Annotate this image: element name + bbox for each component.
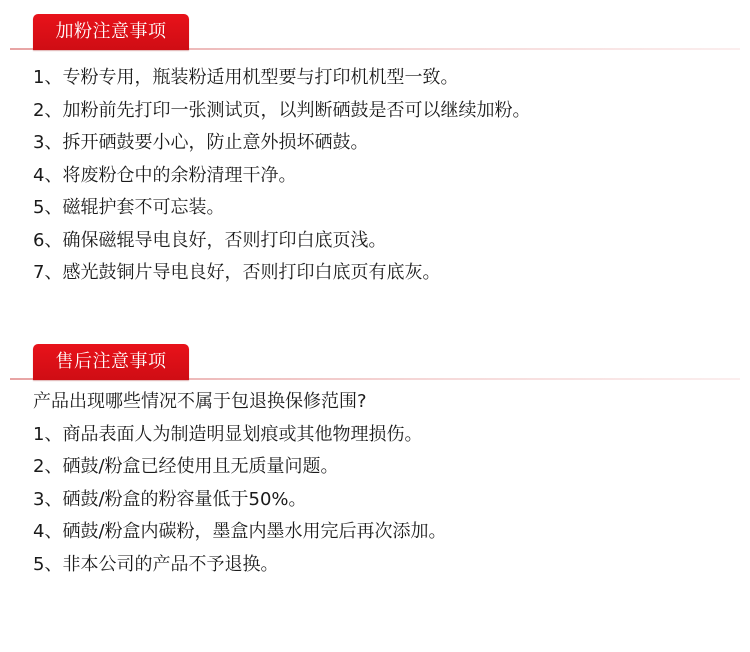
section-title-tab: 加粉注意事项 [33, 14, 189, 50]
list-item: 1、专粉专用，瓶装粉适用机型要与打印机机型一致。 [33, 67, 459, 88]
list-item: 7、感光鼓铜片导电良好，否则打印白底页有底灰。 [33, 262, 441, 283]
toner-notes-list [0, 62, 750, 290]
list-item: 4、硒鼓/粉盒内碳粉，墨盒内墨水用完后再次添加。 [33, 521, 447, 542]
intro-text: 产品出现哪些情况不属于包退换保修范围? [33, 391, 367, 412]
section-header [0, 14, 750, 50]
after-sales-list [0, 386, 750, 581]
toner-refill-notes-section [0, 14, 750, 290]
section-header [0, 344, 750, 380]
list-item: 2、加粉前先打印一张测试页，以判断硒鼓是否可以继续加粉。 [33, 99, 531, 121]
list-item: 5、磁辊护套不可忘装。 [33, 197, 225, 218]
list-item: 2、硒鼓/粉盒已经使用且无质量问题。 [33, 456, 339, 477]
list-item: 4、将废粉仓中的余粉清理干净。 [33, 164, 297, 186]
list-item: 3、拆开硒鼓要小心，防止意外损坏硒鼓。 [33, 132, 369, 153]
section-title-tab: 售后注意事项 [33, 344, 189, 380]
list-item: 6、确保磁辊导电良好，否则打印白底页浅。 [33, 229, 387, 251]
after-sales-notes-section [0, 344, 750, 581]
list-item: 3、硒鼓/粉盒的粉容量低于50%。 [33, 488, 307, 510]
list-item: 1、商品表面人为制造明显划痕或其他物理损伤。 [33, 423, 423, 445]
list-item: 5、非本公司的产品不予退换。 [33, 553, 279, 575]
